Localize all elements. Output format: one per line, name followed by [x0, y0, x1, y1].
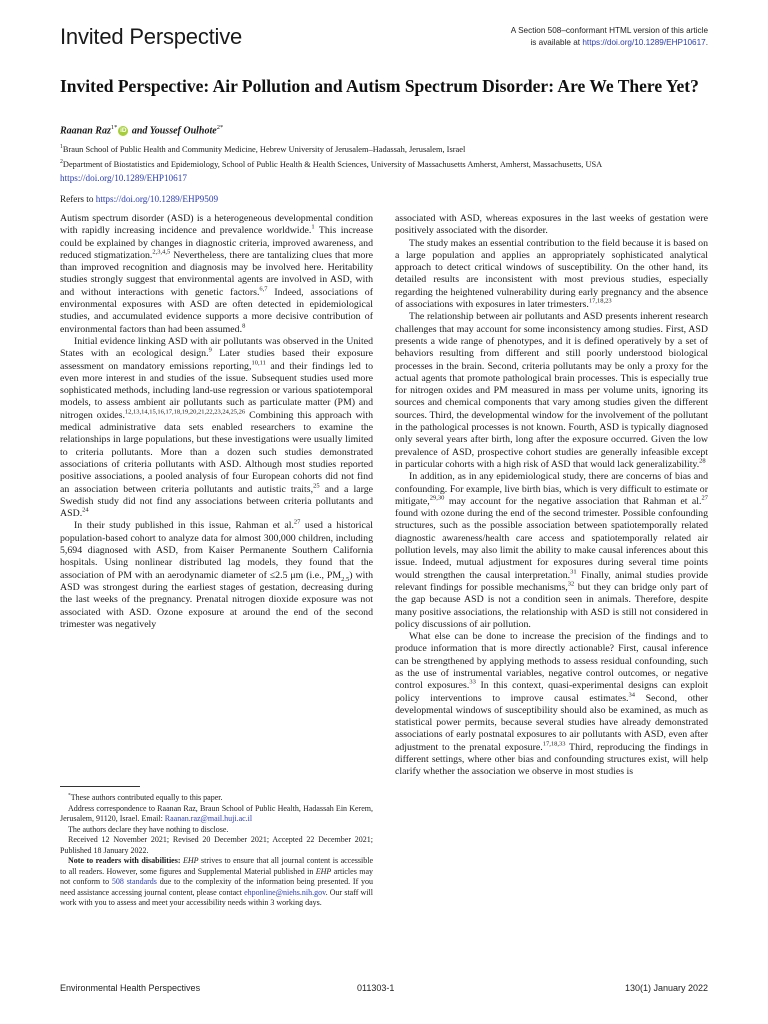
affiliation-1-number: 1	[60, 144, 63, 150]
affiliations	[60, 141, 720, 171]
article-doi-link[interactable]: https://doi.org/10.1289/EHP10617	[60, 173, 187, 183]
citation[interactable]: 33	[469, 679, 476, 686]
citation[interactable]: 10,11	[251, 359, 266, 367]
text: Address correspondence to Raanan Raz, Braun School of Public Health, Hadassah Ein Kerem, Jerusalem, 91120, Israel. Email:	[60, 803, 373, 823]
accessible-version-note	[511, 25, 708, 49]
text: In this context, quasi-experimental designs can exploit policy interventions to improve causal estimates.	[395, 680, 708, 704]
footnote-dates	[60, 835, 373, 856]
citation[interactable]: 8	[242, 322, 246, 330]
text: found with ozone during the end of the second trimester. Possible confounding structures, such as the possible association between spatiotemporally related diagnostic awareness/health care access and spatiotemporally related air pollution levels, may also limit the ability to make causal inferences about this issue. Indeed, mutual adjustment for exposures during several time points would strengthen the causal interpretation.	[395, 508, 708, 581]
journal-abbrev: EHP	[315, 866, 332, 876]
footer-journal: Environmental Health Perspectives	[60, 983, 201, 993]
author-oulhote-marks: 2*	[216, 124, 224, 131]
paragraph-2	[60, 336, 373, 520]
section-heading: Invited Perspective	[60, 24, 243, 49]
author-raz: Raanan Raz	[60, 125, 111, 137]
text: In their study published in this issue, Rahman et al.	[74, 520, 294, 532]
journal-abbrev: EHP	[183, 856, 199, 865]
text: and a large Swedish study did not find any associations between criteria pollutants and ASD.	[60, 483, 373, 520]
text: The relationship between air pollutants and ASD presents inherent research challenges that may account for some inconsistency among studies. First, ASD presents a wide range of phenotypes, and it is defined operatively by a set of behaviors resulting from different and still poorly understood biological processes in the brain. Second, criteria pollutants may be only a proxy for the actual agents that promote pathological brain processes. This is especially true for nitrogen oxides and PM measured in mass per volume units, ignoring its sources and chemical components that vary among studies given the different sources. Third, the developmental window for the involvement of the pollutant in the pathological processes is not known. Fourth, ASD is typically diagnosed only several years after birth, long after the exposure occurred. Given the low prevalence of ASD, prospective cohort studies are generally infeasible except in particular cohorts with a high risk of ASD that would lack generalizability.	[395, 311, 708, 470]
text: Indeed, associations of environmental exposures with ASD are often detected in epidemiological studies, and accumulated evidence supports a more decisive contribution of environmental factors than had been assumed.	[60, 286, 373, 335]
text: The authors declare they have nothing to disclose.	[68, 824, 229, 834]
text: This increase could be explained by changes in diagnostic criteria, improved awareness, and reduced stigmatization.	[60, 225, 373, 261]
citation[interactable]: 12,13,14,15,16,17,18,19,20,21,22,23,24,25,26	[124, 408, 246, 416]
note-heading: Note to readers with disabilities:	[68, 856, 181, 865]
text: Second, other developmental windows of susceptibility should also be examined, as much as statistical power permits, because several studies have already demonstrated associations of early postnatal exposures to air pollutants with ASD, even after adjustment to the prenatal exposure.	[395, 692, 709, 753]
note-prefix: is available at	[530, 38, 583, 47]
text: Combining this approach with medical administrative data sets enabled researchers to examine the relationships in large populations, but these investigations were usually limited to criteria pollutants. More than a dozen such studies demonstrated associations of criteria pollutants with ASD. Although most studies reported positive associations, a pooled analysis of four European cohorts did not find an association between criteria pollutants and autistic traits,	[60, 409, 373, 495]
author-oulhote: Youssef Oulhote	[149, 125, 217, 137]
citation[interactable]: 1	[311, 224, 315, 232]
affiliation-2-number: 2	[60, 158, 63, 165]
body-column-right	[395, 213, 708, 779]
citation[interactable]: 6,7	[259, 285, 268, 293]
text: Autism spectrum disorder (ASD) is a heterogeneous developmental condition with rapidly increasing incidence and prevalence worldwide.	[60, 213, 373, 237]
text: strives to ensure that all journal content is accessible to all readers. However, some figures and Supplemental Material published in	[60, 856, 373, 876]
paragraph-1	[60, 213, 373, 336]
text: Nevertheless, there are tantalizing clues that more than improved recognition and diagnosis may be involved here. Heritability studies strongly suggest that environmental agents are involved in ASD, with and without interactions with genetic factors.	[60, 249, 374, 298]
text: Initial evidence linking ASD with air pollutants was observed in the United States with an ecological design.	[60, 335, 373, 360]
citation[interactable]: 24	[82, 506, 89, 514]
article-title: Invited Perspective: Air Pollution and Autism Spectrum Disorder: Are We There Yet?	[60, 76, 699, 96]
text: What else can be done to increase the precision of the findings and to produce information that is more directly actionable? First, causal inference can be strengthened by applying methods to assess residual confounding, such as the use of instrumental variables, negative control outcomes, or negative control exposures.	[395, 631, 708, 692]
subscript: 2.5	[341, 575, 350, 583]
refers-prefix: Refers to	[60, 194, 96, 204]
affiliation-1	[60, 141, 720, 156]
citation[interactable]: 29,30	[429, 494, 445, 502]
ehp-email-link[interactable]: ehponline@niehs.nih.gov	[244, 887, 326, 897]
note-line-1: A Section 508–conformant HTML version of this article	[510, 26, 708, 35]
text: Received 12 November 2021; Revised 20 December 2021; Accepted 22 December 2021; Published 18 January 2022.	[60, 835, 373, 855]
text: . Our staff will work with you to assess and meet your accessibility needs within 3 working days.	[60, 887, 373, 907]
footnote-divider	[60, 786, 140, 787]
text: associated with ASD, whereas exposures in the last weeks of gestation were positively associated with the disorder.	[395, 213, 708, 237]
text: may account for the negative association that Rahman et al.	[444, 495, 702, 507]
correspondence-email-link[interactable]: Raanan.raz@mail.huji.ac.il	[164, 814, 253, 823]
text: These authors contributed equally to this paper.	[70, 793, 223, 802]
text: In addition, as in any epidemiological study, there are concerns of bias and confounding. For example, live birth bias, which is very difficult to estimate or mitigate,	[395, 471, 708, 507]
text: used a historical population-based cohort to analyze data for almost 300,000 children, including 5,694 diagnosed with ASD, from Kaiser Permanente Southern California hospitals. Using nonlinear distributed lag models, they found that the association of PM with an aerodynamic diameter of ≤2.5 μm (i.e., PM	[60, 520, 373, 581]
text: articles may not conform to	[60, 866, 373, 886]
affiliation-1-text: Braun School of Public Health and Community Medicine, Hebrew University of Jerusalem–Hadassah, Jerusalem, Israel	[62, 144, 466, 154]
paragraph-7	[395, 471, 708, 631]
affiliation-2	[60, 156, 720, 171]
citation[interactable]: 28	[699, 457, 706, 465]
text: but they can bridge only part of the gap because ASD is not a condition seen in animals. Therefore, despite many positive associations, the relationship with ASD is still not considered in policy discussions of air pollution.	[395, 581, 708, 630]
footnote-equal-contribution	[60, 793, 373, 804]
text: Finally, animal studies provide relevant findings for possible mechanisms,	[395, 569, 708, 593]
paragraph-8	[395, 631, 708, 779]
author-separator: and	[129, 125, 150, 137]
paragraph-6	[395, 311, 708, 471]
footnote-accessibility	[60, 856, 373, 909]
citation[interactable]: 32	[567, 580, 575, 588]
citation[interactable]: 2,3,4,5	[152, 248, 171, 256]
text: due to the complexity of the information being presented. If you need assistance accessing journal content, please contact	[60, 877, 374, 897]
text: Third, reproducing the findings in different settings, where other bias and confounding structures exist, will help clarify whether the association we observe in most studies is	[395, 741, 709, 778]
paragraph-4	[395, 213, 708, 238]
citation[interactable]: 17,18,33	[542, 740, 566, 748]
orcid-icon[interactable]: iD	[120, 127, 127, 135]
html-version-link[interactable]: https://doi.org/10.1289/EHP10617	[582, 38, 706, 47]
refers-to-link[interactable]: https://doi.org/10.1289/EHP9509	[95, 194, 219, 204]
author-raz-marks: 1*	[110, 124, 118, 131]
text: and their findings led to even more interest in and studies of the issue. Subsequent studies used more sophisticated methods, including land-use regression or various spatiotemporal models, to assess ambient air pollutants such as particulate matter (PM) and nitrogen oxides.	[60, 360, 373, 421]
paragraph-3	[60, 520, 373, 631]
footnote-disclosure	[60, 825, 373, 836]
note-line-2	[511, 37, 708, 49]
text: Later studies based their exposure assessment on mandatory emissions reporting,	[60, 348, 373, 372]
text: The study makes an essential contribution to the field because it is based on a large population and applies an appropriately sophisticated analytical approach to detect critical windows of susceptibility. On the other hand, its detailed results are inconsistent with most previous studies, especially regarding the heightened vulnerability during early pregnancy and the absence of associations with exposures in later trimesters.	[395, 237, 708, 311]
footnote-mark: *	[68, 792, 71, 799]
citation[interactable]: 27	[293, 519, 301, 527]
citation[interactable]: 34	[628, 691, 635, 699]
footnotes	[60, 793, 373, 909]
author-line	[60, 124, 223, 136]
citation[interactable]: 27	[701, 494, 708, 502]
citation[interactable]: 25	[313, 482, 320, 490]
body-column-left	[60, 213, 373, 631]
standards-link[interactable]: 508 standards	[111, 877, 157, 886]
affiliation-2-text: Department of Biostatistics and Epidemiology, School of Public Health & Health Sciences, University of Massachusetts Amherst, Amherst, Massachusetts, USA	[62, 159, 603, 169]
citation[interactable]: 17,18,23	[588, 297, 612, 305]
footer-page-number: 011303-1	[357, 983, 395, 993]
refers-to	[60, 194, 218, 204]
note-suffix: .	[705, 38, 708, 47]
citation[interactable]: 31	[570, 568, 577, 576]
text: ) with ASD was strongest during the earliest stages of gestation, decreasing during the last weeks of the pregnancy. Prenatal nitrogen dioxide exposure was not associated with ASD. Ozone exposure at around the end of the second trimester was negatively	[60, 569, 373, 630]
footnote-correspondence	[60, 804, 373, 825]
citation[interactable]: 9	[208, 346, 212, 354]
footer-issue: 130(1) January 2022	[624, 983, 708, 993]
paragraph-5	[395, 238, 708, 312]
